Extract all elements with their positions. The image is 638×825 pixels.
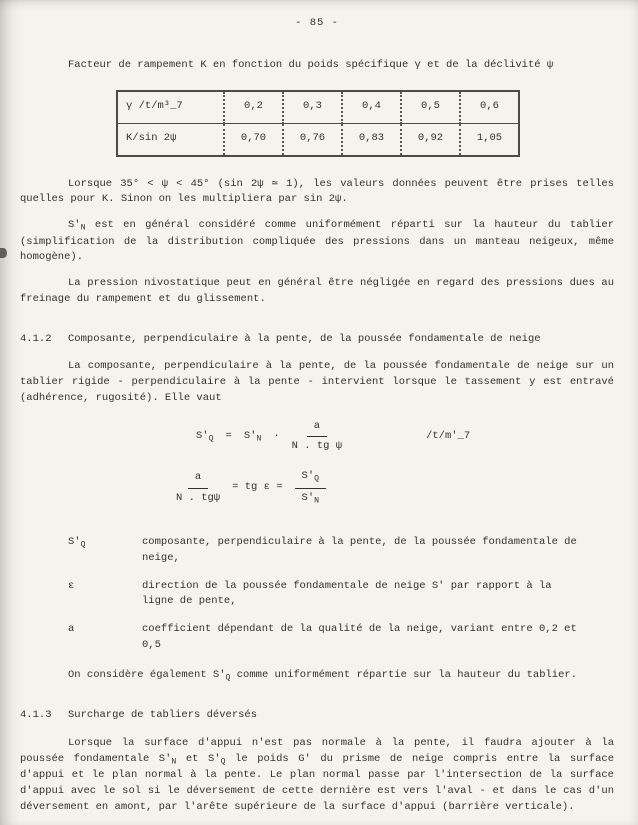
scan-speck: [0, 248, 7, 258]
table-cell: 0,92: [401, 123, 460, 156]
table-cell: 0,70: [224, 123, 283, 156]
paragraph-on-considere: On considère également $S'_Q$ comme uniformément répartie sur la hauteur du tablier.: [68, 668, 577, 682]
section-heading-4-1-2: [20, 332, 614, 348]
fraction-a-over-ntg: [292, 419, 342, 456]
formula-sq-equals: [196, 419, 614, 456]
section-heading-4-1-3: [20, 708, 614, 724]
definitions-list: [20, 535, 614, 654]
rampement-coefficient-table: [116, 90, 520, 157]
formula-tg-epsilon: [176, 469, 614, 507]
formula-mid-tg-epsilon: = tg ε =: [232, 481, 283, 494]
section-number: 4.1.2: [20, 332, 52, 345]
fraction-numerator: a: [188, 470, 208, 489]
paragraph-lorsque-valeurs: Lorsque 35° < ψ < 45° (sin 2ψ ≃ 1), les valeurs données peuvent être prises telles quelles pour K. Sinon on les multipliera par sin 2ψ.: [20, 177, 614, 206]
table-row-header: K/sin 2ψ: [126, 132, 177, 145]
definition-a: [68, 622, 614, 654]
page-number: - 85 -: [295, 17, 339, 29]
fraction-numerator: a: [307, 419, 327, 438]
formula-sn: $S'_N$: [243, 429, 262, 443]
table-row-header: γ /t/m³_7: [117, 91, 224, 124]
definition-description: coefficient dépendant de la qualité de la neige, variant entre 0,2 et 0,5: [142, 623, 577, 651]
section-title: Composante, perpendiculaire à la pente, de la poussée fondamentale de neige: [68, 332, 541, 345]
table-cell: 0,3: [283, 91, 342, 124]
paragraph-sn-reparti: $S'_N$ est en général considéré comme uniformément réparti sur la hauteur du tablier (simplification de la distribution compliquée des pressions dans un manteau neigeux, même homogène).: [20, 219, 614, 264]
definition-term: ε: [68, 579, 75, 592]
multiplication-dot: ·: [273, 429, 280, 442]
table-cell: 0,6: [460, 91, 519, 124]
table-caption: Facteur de rampement K en fonction du poids spécifique γ et de la déclivité ψ: [68, 58, 554, 71]
definition-description: direction de la poussée fondamentale de neige S' par rapport à la ligne de pente,: [142, 579, 552, 608]
paragraph-composante-perpendiculaire: La composante, perpendiculaire à la pente, de la poussée fondamentale de neige sur un tablier rigide - perpendiculaire à la pente - intervient lorsque le tassement y est entravé (adhérence, rugosité). Elle vaut: [20, 360, 614, 404]
paragraph-surcharge-deverses: Lorsque la surface d'appui n'est pas normale à la pente, il faudra ajouter à la poussée fondamentale $S'_N$ et $S'_Q$ le poids G' du prisme de neige compris entre la surface d'appui et le plan normal à la pente. Le plan normal passe par l'intersection de la surface d'appui avec le sol si le déversement de cette dernière est vers l'aval - et dans le cas d'un déversement en amont, par l'arête supérieure de la surface d'appui (barrière verticale).: [20, 737, 614, 813]
table-cell: 0,83: [342, 123, 401, 156]
fraction-denominator: N . tgψ: [176, 491, 221, 504]
definition-description: composante, perpendiculaire à la pente, de la poussée fondamentale de neige,: [142, 536, 577, 564]
section-title: Surcharge de tabliers déversés: [68, 709, 258, 722]
fraction-denominator: $S'_N$: [301, 491, 320, 505]
equals-sign: =: [225, 429, 232, 442]
definition-term: $S'_Q$: [68, 536, 86, 550]
definition-term: a: [68, 623, 75, 636]
fraction-a-over-ntg: [176, 470, 220, 507]
table-row-k: [117, 123, 519, 156]
definition-epsilon: [68, 579, 614, 611]
table-cell: 0,2: [224, 91, 283, 124]
definition-sq: [68, 535, 614, 567]
section-number: 4.1.3: [20, 709, 52, 722]
table-cell: 0,76: [283, 123, 342, 156]
table-row-gamma: [117, 91, 519, 124]
fraction-numerator: $S'_Q$: [295, 469, 327, 489]
table-cell: 1,05: [460, 123, 519, 156]
paragraph-pression-nivostatique: La pression nivostatique peut en général être négligée en regard des pressions dues au freinage du rampement et du glissement.: [20, 277, 614, 305]
unit-annotation: /t/m'_7: [426, 429, 471, 442]
fraction-sq-over-sn: [295, 469, 327, 507]
table-cell: 0,4: [342, 91, 401, 124]
table-cell: 0,5: [401, 91, 460, 124]
formula-lhs-sq: $S'_Q$: [196, 429, 214, 443]
fraction-denominator: N . tg ψ: [291, 440, 343, 453]
